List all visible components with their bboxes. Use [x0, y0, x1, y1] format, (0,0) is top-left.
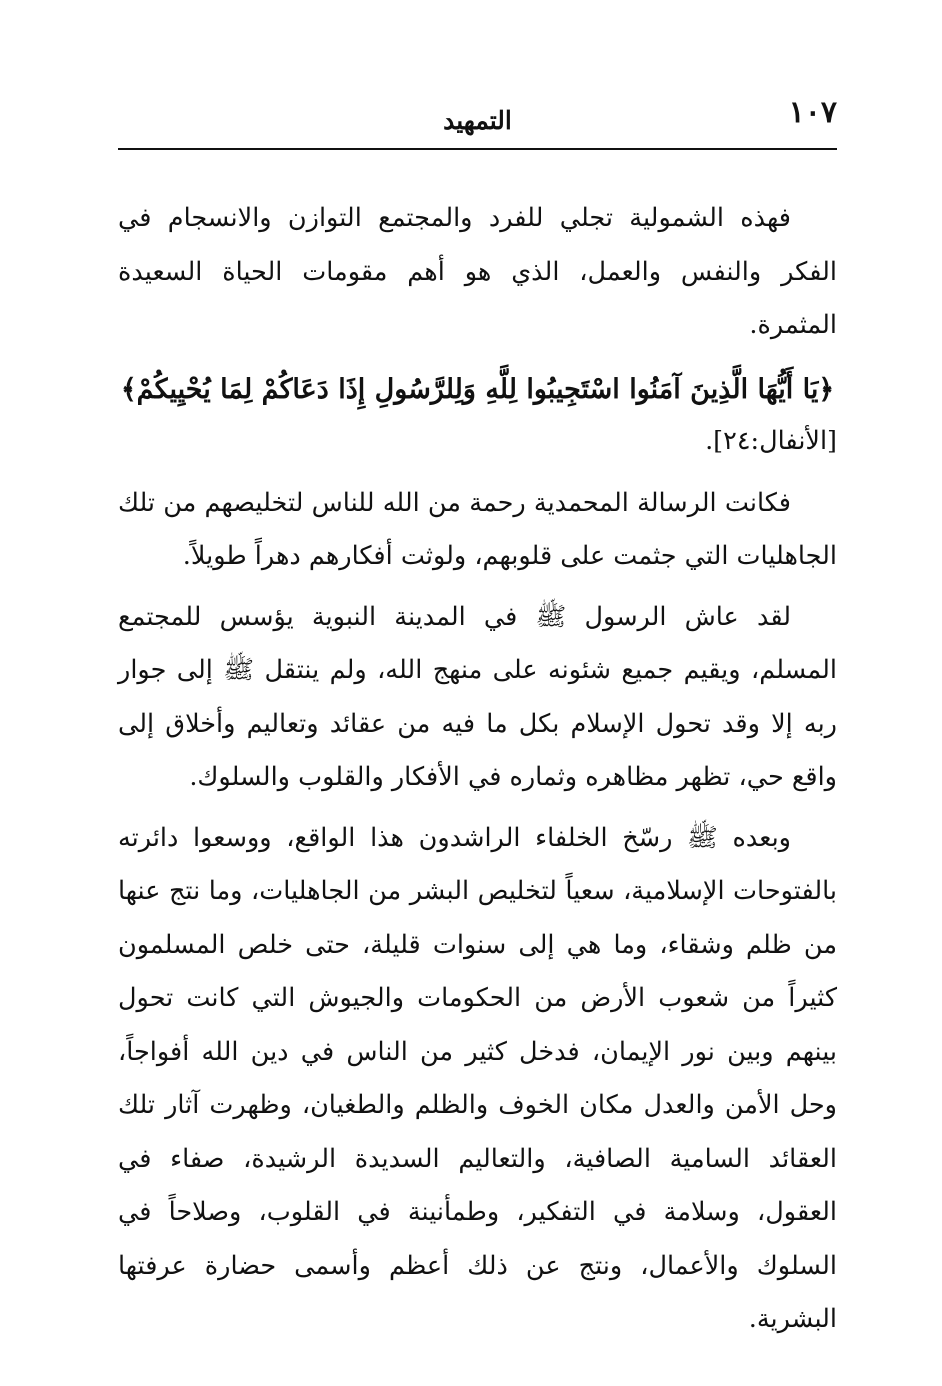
- paragraph-3: لقد عاش الرسول ﷺ في المدينة النبوية يؤسس للمجتمع المسلم، ويقيم جميع شئونه على منهج الله، ولم ينتقل ﷺ إلى جوار ربه إلا وقد تحول الإسلام بكل ما فيه من عقائد وتعاليم وأخلاق إلى واقع حي، تظهر مظاهره وثماره في الأفكار والقلوب والسلوك.: [118, 601, 837, 792]
- page-number: ١٠٧: [788, 95, 837, 130]
- page-body: [118, 192, 837, 1347]
- quranic-verse: ﴿يَا أَيُّهَا الَّذِينَ آمَنُوا اسْتَجِيبُوا لِلَّهِ وَلِلرَّسُولِ إِذَا دَعَاكُمْ لِمَا يُحْيِيكُمْ﴾: [120, 373, 835, 405]
- paragraph-4: وبعده ﷺ رسّخ الخلفاء الراشدون هذا الواقع، ووسعوا دائرته بالفتوحات الإسلامية، سعياً لتخليص البشر من الجاهليات، وما نتج عنها من ظلم وشقاء، وما هي إلى سنوات قليلة، حتى خلص المسلمون كثيراً من شعوب الأرض من الحكومات والجيوش التي كانت تحول بينهم وبين نور الإيمان، فدخل كثير من الناس في دين الله أفواجاً، وحل الأمن والعدل مكان الخوف والظلم والطغيان، وظهرت آثار تلك العقائد السامية الصافية، والتعاليم السديدة الرشيدة، صفاء في العقول، وسلامة في التفكير، وطمأنينة في القلوب، وصلاحاً في السلوك والأعمال، ونتج عن ذلك أعظم وأسمى حضارة عرفتها البشرية.: [118, 822, 837, 1334]
- running-header: [118, 88, 837, 150]
- paragraph-1: فهذه الشمولية تجلي للفرد والمجتمع التوازن والانسجام في الفكر والنفس والعمل، الذي هو أهم مقومات الحياة السعيدة المثمرة.: [118, 203, 837, 340]
- book-page: [118, 88, 837, 1347]
- chapter-title: التمهيد: [443, 106, 512, 135]
- verse-citation: [الأنفال:٢٤].: [705, 425, 837, 456]
- paragraph-2: فكانت الرسالة المحمدية رحمة من الله للناس لتخليصهم من تلك الجاهليات التي جثمت على قلوبهم، ولوثت أفكارهم دهراً طويلاً.: [118, 487, 837, 571]
